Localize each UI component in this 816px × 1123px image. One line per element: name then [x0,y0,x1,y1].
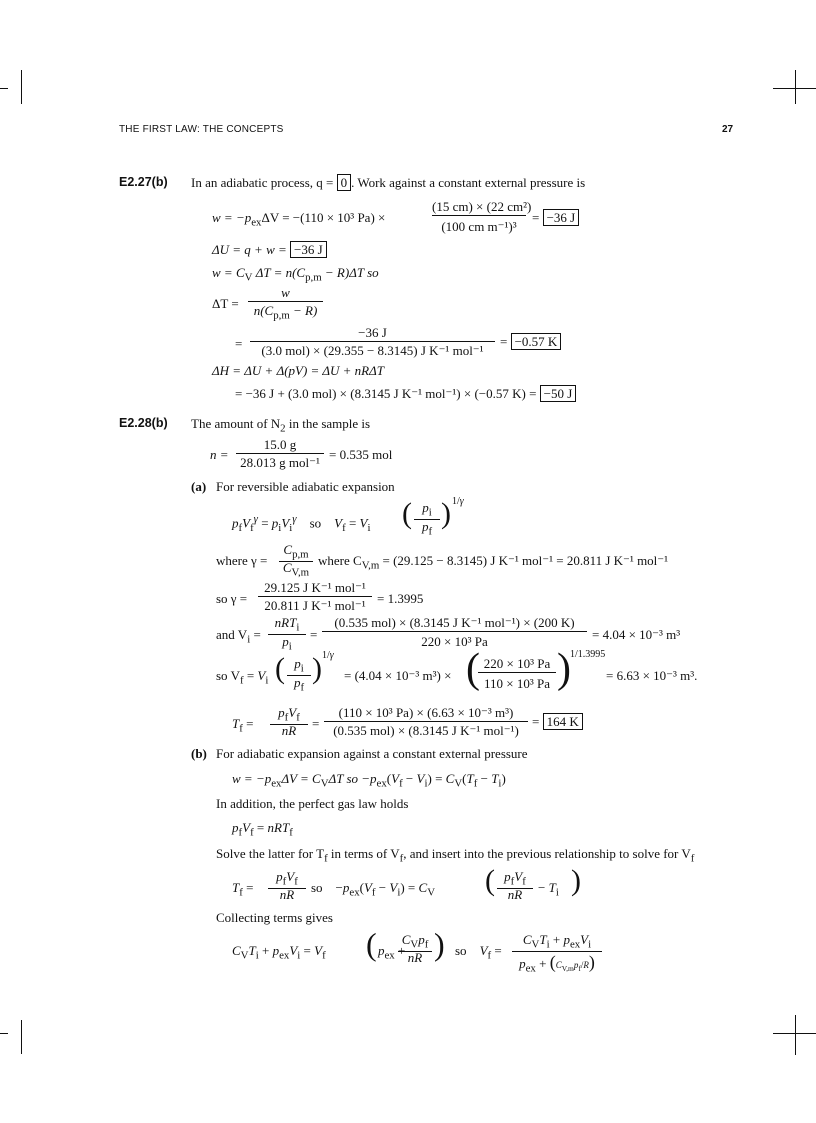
dt-frac-num: w [248,285,323,302]
vi-sym-den: $p_i$ [282,634,292,653]
dt2-num: −36 J [250,325,495,342]
ratio-den: $p_f$ [421,519,433,538]
vf-paren-close: ) [312,652,322,685]
crop-mark [795,1015,796,1055]
collect-paren-open: ( [366,926,377,962]
collect-frac-den: nR [407,950,423,965]
vf-lhs: so $V_f = V_i$ [216,668,269,687]
dh2-equation: = −36 J + (3.0 mol) × (8.3145 J K⁻¹ mol⁻¹) × (−0.57 K) = −50 J [235,386,576,402]
w-frac-num: (15 cm) × (22 cm²) [432,199,532,214]
vf-frac-den: 110 × 10³ Pa [484,676,550,691]
ratio-num: $p_i$ [414,500,440,520]
paren-open: ( [402,497,412,530]
crop-mark [21,70,22,104]
paren-close: ) [441,497,451,530]
part-a-label: (a) [191,479,207,494]
du-result-box: −36 J [290,241,327,258]
q-result-box: 0 [337,174,352,191]
w-equation: $w = -p_{ex}\Delta V = -(110 \times 10^3$ Pa) × [212,210,386,229]
n-den: 28.013 g mol⁻¹ [240,455,320,470]
du-equation: ΔU = q + w = −36 J [212,242,327,258]
so-gamma-den: 20.811 J K⁻¹ mol⁻¹ [264,598,366,613]
gamma-num: $C_{p,m}$ [279,542,313,562]
dt2-den: (3.0 mol) × (29.355 − 8.3145) J K⁻¹ mol⁻¹ [261,343,484,358]
vi-num: (0.535 mol) × (8.3145 J K⁻¹ mol⁻¹) × (200 K) [322,615,587,632]
so-gamma-result: = 1.3995 [377,591,424,606]
running-title: THE FIRST LAW: THE CONCEPTS [119,124,284,135]
dh-equation: ΔH = ΔU + Δ(pV) = ΔU + nRΔT [212,363,384,378]
page-number: 27 [722,124,734,135]
tf-den: (0.535 mol) × (8.3145 J K⁻¹ mol⁻¹) [333,723,519,738]
tf2-paren-close: ) [571,864,581,897]
vf-bigparen-open: ( [466,646,480,692]
tf-sym-den: nR [281,723,297,738]
so-gamma-num: 29.125 J K⁻¹ mol⁻¹ [258,580,372,597]
vf-mid: = (4.04 × 10⁻³ m³) × [344,668,452,683]
tf-sym-num: $p_fV_f$ [270,705,308,725]
gamma-where: where γ = [216,553,268,568]
w-frac-den: (100 cm m⁻¹)³ [441,219,517,234]
collect-lhs: $C_VT_i + p_{ex}V_i = V_f$ [232,943,326,962]
crop-mark [0,88,8,89]
tf-eq2: = [312,716,320,731]
vf-final-num: $C_VT_i + p_{ex}V_i$ [512,932,602,952]
w-result: = −36 J [532,210,579,226]
tf2-lhs: $T_f$ = [232,880,254,899]
vi-eq2: = [310,627,318,642]
tf2-paren-open: ( [485,864,495,897]
vf-ratio-num: $p_i$ [287,656,311,676]
tf2-inner-den: nR [507,887,523,902]
collect-so: so $V_f$ = [455,943,502,962]
b-eq1: $w = -p_{ex}\Delta V = C_V\Delta T$ so $-p_{ex}(V_f - V_i) = C_V(T_f - T_i)$ [232,771,506,790]
problem-label-e228: E2.28(b) [119,416,168,430]
e227-intro: In an adiabatic process, q = 0 . Work against a constant external pressure is [191,175,586,190]
tf2-minus-ti: − $T_i$ [538,880,559,899]
vf-result: = 6.63 × 10⁻³ m³. [606,668,698,683]
b-text3: Solve the latter for $T_f$ in terms of $V_f$, and insert into the previous relationship to solve for $V_f$ [216,846,695,865]
crop-mark [795,70,796,104]
w-cv-equation: $w = C_V$ $\Delta T = n(C_{p,m} - R)\Delta T$ so [212,265,379,284]
dt-lhs: ΔT = [212,296,239,311]
vf-bigparen-close: ) [557,646,571,692]
adiabatic-relation: $p_fV_f^\gamma = p_iV_i^\gamma$ so $V_f = V_i$ [232,513,371,534]
so-gamma: so γ = [216,591,248,606]
cvm-equation: where $C_{V,m} = (29.125 - 8.3145)$ J K⁻¹ mol⁻¹ = 20.811 J K⁻¹ mol⁻¹ [318,553,669,572]
crop-mark [21,1020,22,1054]
problem-label-e227: E2.27(b) [119,175,168,189]
part-a-text: For reversible adiabatic expansion [216,479,395,494]
b-text4: Collecting terms gives [216,910,333,925]
vf-frac-num: 220 × 10³ Pa [478,656,556,673]
tf2-num: $p_fV_f$ [268,869,306,889]
tf2-den: nR [279,887,295,902]
part-b-text: For adiabatic expansion against a constant external pressure [216,746,528,761]
dt2-result: = −0.57 K [500,334,561,350]
n-num: 15.0 g [236,437,324,454]
gamma-den: $C_{V,m}$ [282,560,310,579]
vi-lhs: and $V_i$ = [216,627,261,646]
collect-paren-close: ) [434,926,445,962]
tf2-rest: so $-p_{ex}(V_f - V_i) = C_V$ [311,880,436,899]
collect-pex: $p_{ex}$ + [378,943,406,962]
n-lhs: n = [210,447,229,462]
tf-result: = 164 K [532,714,583,730]
b-text2: In addition, the perfect gas law holds [216,796,409,811]
vf-ratio-den: $p_f$ [293,675,305,694]
vf-exp-gamma: 1/γ [322,650,334,661]
vi-result: = 4.04 × 10⁻³ m³ [592,627,681,642]
vf-final-den: $p_{ex} + (C_{V,m}p_f/R)$ [519,952,595,975]
dh-result-box: −50 J [540,385,577,402]
vi-sym-num: nRT$_i$ [268,615,306,635]
collect-frac-num: $C_Vp_f$ [398,932,432,952]
vf-exp: 1/1.3995 [570,649,606,660]
gamma-exponent: 1/γ [452,496,464,507]
vi-den: 220 × 10³ Pa [421,634,488,649]
e228-intro: The amount of $N_2$ in the sample is [191,416,371,435]
tf2-inner-num: $p_fV_f$ [497,869,533,889]
part-b-label: (b) [191,746,207,761]
vf-paren-open: ( [275,652,285,685]
tf-num: (110 × 10³ Pa) × (6.63 × 10⁻³ m³) [324,705,528,722]
tf-lhs: $T_f$ = [232,716,254,735]
dt2-equals: = [235,336,243,351]
crop-mark [0,1033,8,1034]
crop-mark [773,88,816,89]
n-result: = 0.535 mol [329,447,393,462]
crop-mark [773,1033,816,1034]
perfect-gas-law: $p_fV_f = nRT_f$ [232,820,293,839]
dt-frac-den: $n(C_{p,m} - R)$ [253,303,318,322]
